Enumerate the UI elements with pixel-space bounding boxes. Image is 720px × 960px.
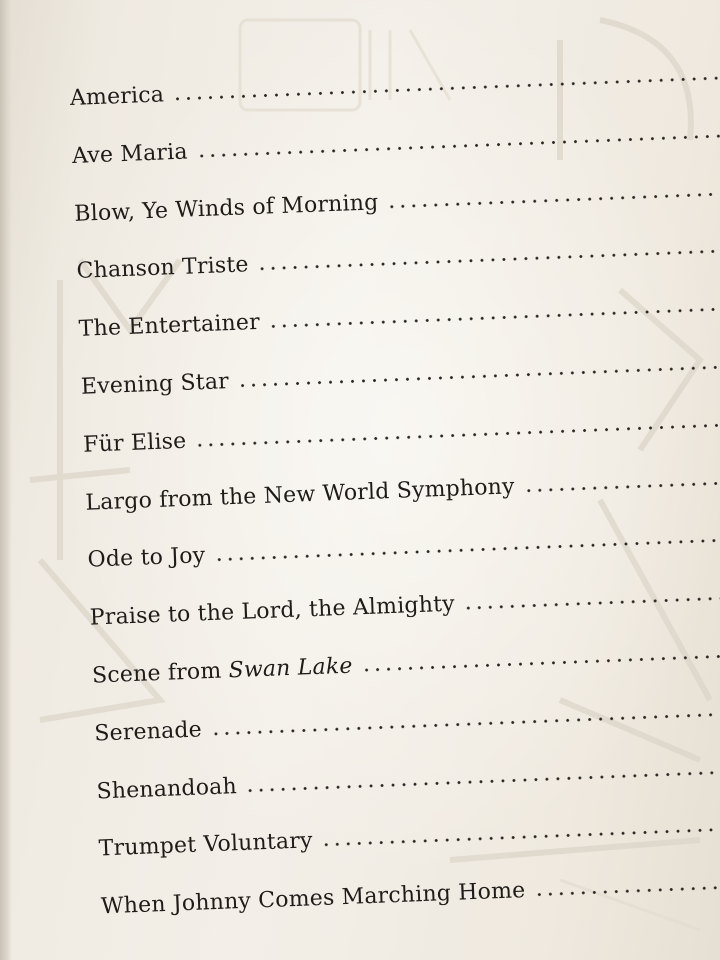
toc-entry-title-text: Praise to the Lord, the Almighty <box>89 591 456 631</box>
toc-entry <box>101 868 720 920</box>
dot-leader <box>196 132 720 158</box>
toc-entry <box>69 59 720 111</box>
toc-entry-title <box>78 310 260 342</box>
toc-entry <box>96 752 720 804</box>
toc-entry <box>76 232 720 284</box>
toc-entry-title-text: Trumpet Voluntary <box>98 828 314 862</box>
toc-entry-title-text: Shenandoah <box>96 773 238 805</box>
toc-entry-title <box>96 774 237 804</box>
toc-entry-title <box>72 139 188 168</box>
toc-entry <box>78 290 720 342</box>
dot-leader <box>533 883 720 897</box>
toc-entry <box>72 117 720 169</box>
toc-entry <box>89 579 720 631</box>
dot-leader <box>210 709 720 735</box>
toc-entry-title <box>92 654 353 689</box>
toc-entry-title-text: Blow, Ye Winds of Morning <box>73 189 379 227</box>
dot-leader <box>463 594 720 611</box>
toc-entry <box>83 406 720 458</box>
toc-entry-title <box>87 544 206 574</box>
toc-entry <box>92 637 720 689</box>
dot-leader <box>213 536 720 562</box>
dot-leader <box>523 478 720 492</box>
dot-leader <box>321 825 720 847</box>
toc-entry-title-text: The Entertainer <box>78 310 261 343</box>
toc-entry-title-italic: Swan Lake <box>228 653 354 684</box>
toc-entry-title-text: Für Elise <box>82 428 187 458</box>
dot-leader <box>257 247 720 271</box>
toc-entry-title-text: Ave Maria <box>71 139 189 169</box>
toc-entry-title-text: Ode to Joy <box>87 543 206 574</box>
toc-entry-title <box>69 82 164 111</box>
toc-entry-title <box>74 190 379 227</box>
toc-entry <box>98 810 720 862</box>
dot-leader <box>268 305 720 329</box>
toc-entry-title <box>101 878 526 919</box>
dot-leader <box>194 421 720 448</box>
toc-entry <box>74 175 720 227</box>
dot-leader <box>245 767 720 792</box>
toc-entry-title <box>94 717 203 746</box>
toc-entry-title-text: Chanson Triste <box>76 252 250 285</box>
toc-entry <box>94 694 720 746</box>
dot-leader <box>386 190 720 209</box>
toc-entry-title <box>81 369 230 400</box>
toc-entry <box>87 521 720 573</box>
toc-entry-title-text: When Johnny Comes Marching Home <box>100 878 526 920</box>
toc-entry-title-text: Scene from <box>91 658 230 689</box>
toc-entry <box>85 463 720 515</box>
toc-entry-title <box>98 829 313 862</box>
toc-entry-title-text: Serenade <box>93 717 203 747</box>
toc-entry-title-text: Evening Star <box>80 369 230 400</box>
toc-entry-title-text: Largo from the New World Symphony <box>84 473 516 516</box>
toc-entry-title <box>89 592 455 631</box>
dot-leader <box>361 652 720 673</box>
toc-entry-title <box>76 253 249 285</box>
toc-entry <box>81 348 720 400</box>
dot-leader <box>237 363 720 388</box>
toc-entry-title <box>83 429 187 458</box>
toc-entry-title-text: America <box>69 82 165 111</box>
dot-leader <box>172 74 720 101</box>
toc-entry-title <box>85 474 515 515</box>
